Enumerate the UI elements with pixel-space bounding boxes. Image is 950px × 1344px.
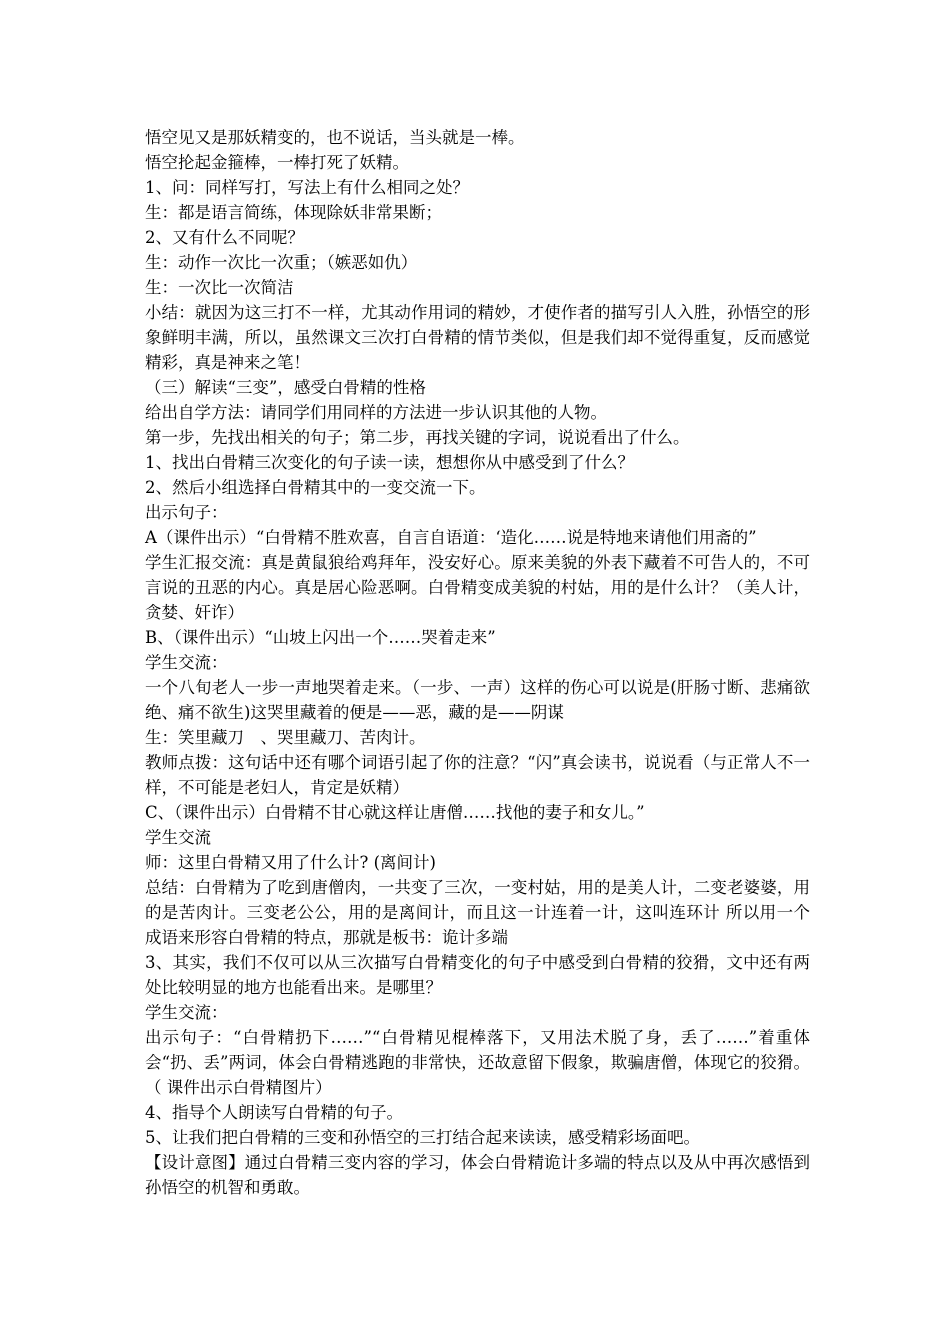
paragraph-27: 学生交流： <box>145 1003 228 1022</box>
paragraph-9: （三）解读“三变”，感受白骨精的性格 <box>145 378 426 397</box>
paragraph-25: 总结：白骨精为了吃到唐僧肉，一共变了三次，一变村姑，用的是美人计，二变老婆婆，用的是苦肉计。三变老公公，用的是离间计，而且这一计连着一计，这叫连环计 所以用一个成语来形容白骨精的特点，那就是板书：诡计多端 <box>145 878 810 947</box>
paragraph-31: 【设计意图】通过白骨精三变内容的学习，体会白骨精诡计多端的特点以及从中再次感悟到孙悟空的机智和勇敢。 <box>145 1153 810 1197</box>
paragraph-17: B、（课件出示）“山坡上闪出一个……哭着走来” <box>145 628 496 647</box>
paragraph-15: A（课件出示）“白骨精不胜欢喜，自言自语道：‘造化……说是特地来请他们用斋的” <box>145 528 757 547</box>
paragraph-10: 给出自学方法：请同学们用同样的方法进一步认识其他的人物。 <box>145 403 607 422</box>
paragraph-22: C、（课件出示）白骨精不甘心就这样让唐僧……找他的妻子和女儿。” <box>145 803 645 822</box>
paragraph-5: 2、又有什么不同呢？ <box>145 228 304 247</box>
paragraph-29: 4、指导个人朗读写白骨精的句子。 <box>145 1103 403 1122</box>
paragraph-14: 出示句子： <box>145 503 228 522</box>
paragraph-2: 悟空抡起金箍棒，一棒打死了妖精。 <box>145 153 409 172</box>
paragraph-6: 生：动作一次比一次重；（嫉恶如仇） <box>145 253 418 272</box>
paragraph-28: 出示句子：“白骨精扔下……”“白骨精见棍棒落下，又用法术脱了身，丢了……”着重体会“扔、丢”两词，体会白骨精逃跑的非常快，还故意留下假象，欺骗唐僧，体现它的狡猾。（ 课件出示白骨精图片） <box>145 1028 810 1097</box>
paragraph-20: 生：笑里藏刀 、哭里藏刀、苦肉计。 <box>145 728 426 747</box>
paragraph-12: 1、找出白骨精三次变化的句子读一读，想想你从中感受到了什么？ <box>145 453 634 472</box>
paragraph-11: 第一步，先找出相关的句子；第二步，再找关键的字词，说说看出了什么。 <box>145 428 690 447</box>
paragraph-1: 悟空见又是那妖精变的，也不说话，当头就是一棒。 <box>145 128 525 147</box>
paragraph-4: 生：都是语言简练，体现除妖非常果断； <box>145 203 442 222</box>
paragraph-21: 教师点拨：这句话中还有哪个词语引起了你的注意？“闪”真会读书，说说看（与正常人不一样，不可能是老妇人，肯定是妖精） <box>145 753 810 797</box>
paragraph-13: 2、然后小组选择白骨精其中的一变交流一下。 <box>145 478 486 497</box>
paragraph-24: 师：这里白骨精又用了什么计? (离间计) <box>145 853 436 872</box>
paragraph-3: 1、问：同样写打，写法上有什么相同之处？ <box>145 178 469 197</box>
paragraph-30: 5、让我们把白骨精的三变和孙悟空的三打结合起来读读，感受精彩场面吧。 <box>145 1128 700 1147</box>
paragraph-18: 学生交流： <box>145 653 228 672</box>
paragraph-7: 生：一次比一次简洁 <box>145 278 294 297</box>
paragraph-8: 小结：就因为这三打不一样，尤其动作用词的精妙，才使作者的描写引人入胜，孙悟空的形象鲜明丰满，所以，虽然课文三次打白骨精的情节类似，但是我们却不觉得重复，反而感觉精彩，真是神来之笔！ <box>145 303 810 372</box>
paragraph-23: 学生交流 <box>145 828 211 847</box>
paragraph-19: 一个八旬老人一步一声地哭着走来。（一步、一声）这样的伤心可以说是(肝肠寸断、悲痛欲绝、痛不欲生)这哭里藏着的便是——恶，藏的是——阴谋 <box>145 678 810 722</box>
paragraph-26: 3、其实，我们不仅可以从三次描写白骨精变化的句子中感受到白骨精的狡猾，文中还有两处比较明显的地方也能看出来。是哪里？ <box>145 953 810 997</box>
paragraph-16: 学生汇报交流：真是黄鼠狼给鸡拜年，没安好心。原来美貌的外表下藏着不可告人的，不可言说的丑恶的内心。真是居心险恶啊。白骨精变成美貌的村姑，用的是什么计？（美人计，贪婪、奸诈） <box>145 553 810 622</box>
